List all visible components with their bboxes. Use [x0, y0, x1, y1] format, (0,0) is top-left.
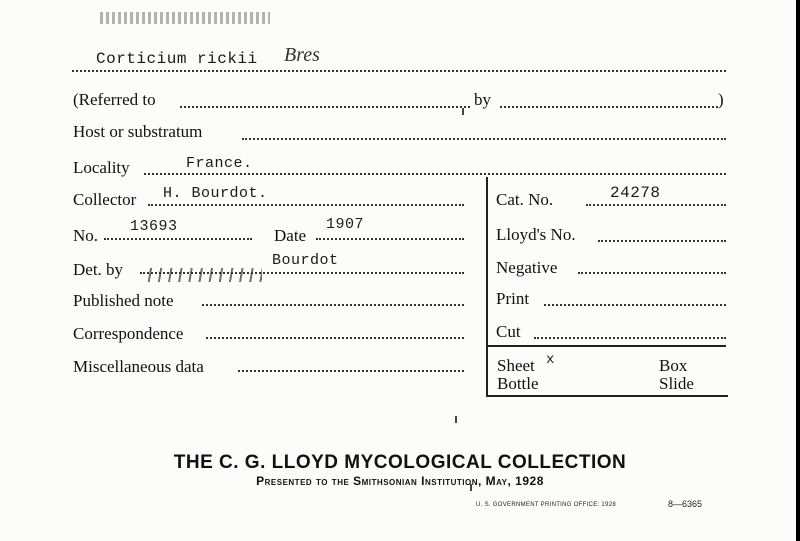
det-label: Det. by — [73, 260, 124, 279]
collection-subtitle: Presented to the Smithsonian Institution, May, 1928 — [256, 474, 544, 488]
box-label: Box — [659, 356, 688, 375]
slide-label: Slide — [659, 374, 694, 393]
print-label: Print — [496, 289, 530, 308]
species-line — [72, 70, 726, 72]
printing-office-imprint: U. S. GOVERNMENT PRINTING OFFICE: 1928 — [476, 502, 616, 508]
species-authority: Bres — [284, 44, 320, 66]
struck-out-text — [142, 268, 262, 282]
sheet-mark: x — [546, 352, 555, 368]
referred-label: (Referred to — [73, 90, 156, 109]
by-label: by — [474, 90, 491, 109]
print-line — [544, 304, 726, 306]
lloyds-label: Lloyd's No. — [496, 225, 576, 244]
form-number: 8—6365 — [668, 499, 703, 509]
speck — [462, 108, 464, 115]
locality-label: Locality — [73, 158, 130, 177]
correspondence-line — [206, 337, 464, 339]
species-name: Corticium rickii — [96, 50, 258, 68]
by-line — [500, 106, 718, 108]
cut-label: Cut — [496, 322, 521, 341]
misc-line — [238, 370, 464, 372]
published-label: Published note — [73, 291, 174, 310]
det-value: Bourdot — [272, 252, 339, 269]
misc-label: Miscellaneous data — [73, 357, 204, 376]
host-label: Host or substratum — [73, 122, 203, 141]
speck — [455, 416, 457, 423]
referred-line — [180, 106, 470, 108]
box-divider — [486, 345, 726, 347]
no-value: 13693 — [130, 218, 178, 235]
date-value: 1907 — [326, 216, 365, 233]
sheet-label: Sheet — [497, 356, 535, 375]
collection-title: THE C. G. LLOYD MYCOLOGICAL COLLECTION — [173, 452, 627, 473]
det-line — [140, 272, 464, 274]
date-label: Date — [274, 226, 307, 245]
negative-label: Negative — [496, 258, 558, 277]
cat-line — [586, 204, 726, 206]
no-label: No. — [73, 226, 99, 245]
published-line — [202, 304, 464, 306]
close-paren: ) — [718, 90, 724, 109]
locality-value: France. — [186, 155, 253, 172]
negative-line — [578, 272, 726, 274]
collector-value: H. Bourdot. — [163, 185, 268, 202]
cat-value: 24278 — [610, 184, 661, 202]
cut-line — [534, 337, 726, 339]
collector-line — [148, 204, 464, 206]
correspondence-label: Correspondence — [73, 324, 184, 343]
host-line — [242, 138, 726, 140]
no-line — [104, 238, 252, 240]
date-line — [316, 238, 464, 240]
locality-line — [144, 173, 726, 175]
bottle-label: Bottle — [497, 374, 539, 393]
collector-label: Collector — [73, 190, 137, 209]
lloyds-line — [598, 240, 726, 242]
cat-label: Cat. No. — [496, 190, 554, 209]
header-smudge — [100, 12, 270, 24]
